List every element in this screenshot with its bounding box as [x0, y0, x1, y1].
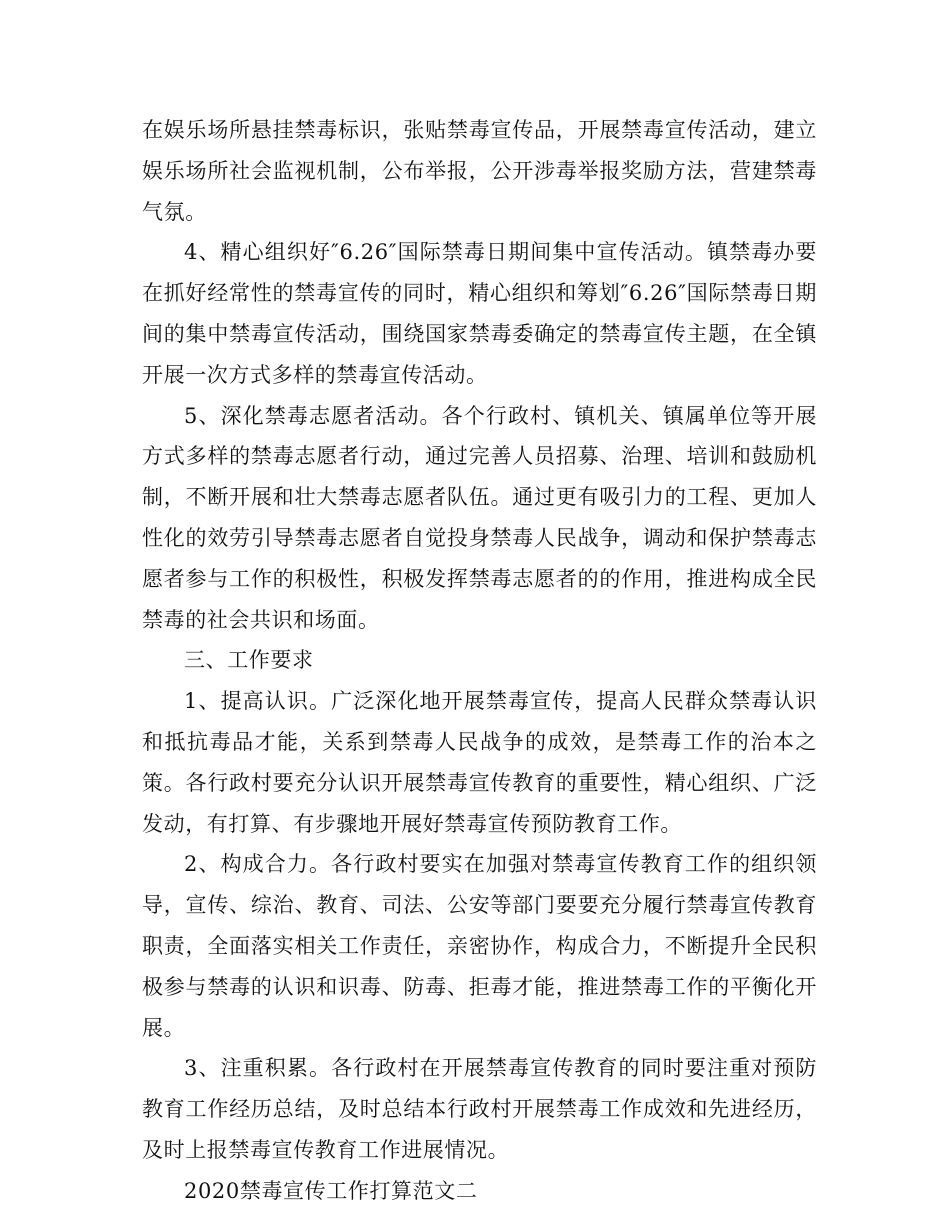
paragraph-continuation: 在娱乐场所悬挂禁毒标识，张贴禁毒宣传品，开展禁毒宣传活动，建立娱乐场所社会监视机制，公布举报，公开涉毒举报奖励方法，营建禁毒气氛。 [142, 118, 817, 224]
paragraph-requirement-2: 2、构成合力。各行政村要实在加强对禁毒宣传教育工作的组织领导，宣传、综治、教育、司法、公安等部门要要充分履行禁毒宣传教育职责，全面落实相关工作责任，亲密协作，构成合力，不断提升全民积极参与禁毒的认识和识毒、防毒、拒毒才能，推进禁毒工作的平衡化开展。 [142, 852, 817, 1040]
section-heading-requirements: 三、工作要求 [184, 648, 314, 673]
paragraph-item-5: 5、深化禁毒志愿者活动。各个行政村、镇机关、镇属单位等开展方式多样的禁毒志愿者行动，通过完善人员招募、治理、培训和鼓励机制，不断开展和壮大禁毒志愿者队伍。通过更有吸引力的工程、更加人性化的效劳引导禁毒志愿者自觉投身禁毒人民战争，调动和保护禁毒志愿者参与工作的积极性，积极发挥禁毒志愿者的的作用，推进构成全民禁毒的社会共识和场面。 [142, 403, 817, 632]
document-body [142, 110, 817, 1212]
sample-two-title: 2020禁毒宣传工作打算范文二 [184, 1178, 478, 1203]
paragraph-item-4: 4、精心组织好″6.26″国际禁毒日期间集中宣传活动。镇禁毒办要在抓好经常性的禁毒宣传的同时，精心组织和筹划″6.26″国际禁毒日期间的集中禁毒宣传活动，围绕国家禁毒委确定的禁毒宣传主题，在全镇开展一次方式多样的禁毒宣传活动。 [142, 240, 817, 387]
paragraph-requirement-3: 3、注重积累。各行政村在开展禁毒宣传教育的同时要注重对预防教育工作经历总结，及时总结本行政村开展禁毒工作成效和先进经历，及时上报禁毒宣传教育工作进展情况。 [142, 1056, 817, 1162]
paragraph-requirement-1: 1、提高认识。广泛深化地开展禁毒宣传，提高人民群众禁毒认识和抵抗毒品才能，关系到禁毒人民战争的成效，是禁毒工作的治本之策。各行政村要充分认识开展禁毒宣传教育的重要性，精心组织、广泛发动，有打算、有步骤地开展好禁毒宣传预防教育工作。 [142, 689, 817, 836]
